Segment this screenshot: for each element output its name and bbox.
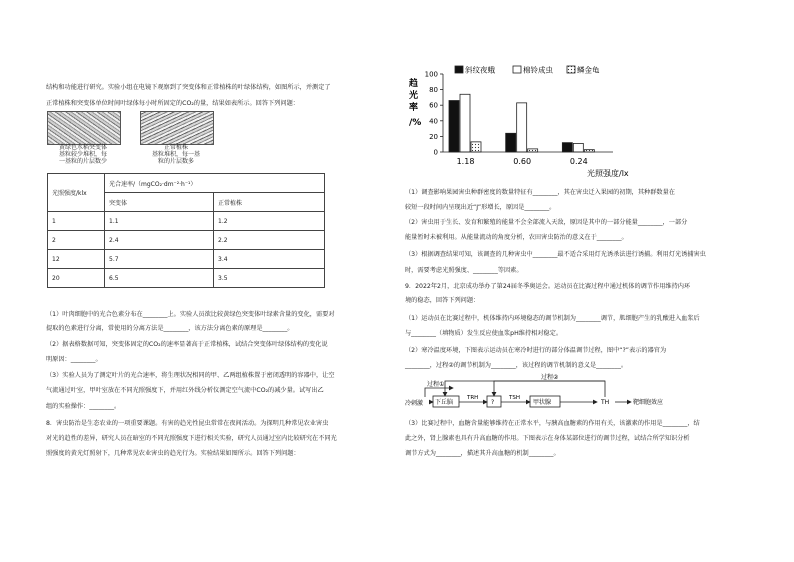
q8-line: （2）害虫用于生长、发育和繁殖的能量不会全部流入天敌，原因是其中的一部分能量________，一部分: [405, 219, 688, 226]
table-row: [48, 250, 325, 269]
y-tick-label: 40: [429, 117, 438, 126]
tsh-label: TSH: [509, 395, 520, 401]
q8-line: 能量暂时未被利用。从能量流动的角度分析，农田害虫防治的意义在于________。: [405, 234, 628, 241]
thermoregulation-flow-diagram: [405, 373, 725, 413]
q9-intro-line: 境的稳态，回答下列问题：: [405, 297, 480, 304]
q9-end-line: （3）比赛过程中，血糖含量能够维持在正常水平，与胰高血糖素的作用有关，该激素的作用是________，结: [405, 420, 700, 427]
q9-line: （2）寒冷温度环境，下图表示运动员在寒冷时进行的部分体温调节过程，图中“?”表示的器官为: [405, 347, 667, 354]
cell: 3.5: [214, 269, 325, 288]
q7-line: 组的实验操作：________。: [46, 403, 121, 410]
q9-end-line: 此之外，肾上腺素也具有升高血糖的作用。下图表示在身体某部位进行的调节过程，试结合所学知识分析: [405, 435, 690, 442]
y-axis-label-char: 率: [409, 103, 419, 113]
cell: 6.5: [105, 269, 214, 288]
q7-line: （1）叶肉细胞中的光合色素分布在________上。实验人员欲比较黄绿色突变体叶绿素含量的变化，需要对: [46, 311, 335, 318]
y-tick-label: 20: [429, 132, 438, 141]
cell: 3.4: [214, 250, 325, 269]
legend-label: 斜纹夜蛾: [465, 65, 495, 75]
mutant-caption: [47, 144, 119, 166]
bar: [573, 143, 583, 152]
table-row: [48, 212, 325, 231]
q7-line: 明原因：________。: [46, 356, 102, 363]
cell: 20: [48, 269, 105, 288]
q9-end-line: 调节方式为________，描述其升高血糖的机制________。: [405, 450, 560, 457]
cell: 12: [48, 250, 105, 269]
q8-intro-line: 照强度的黄光灯照射下，几种常见农业害虫的趋光行为。实验结果如图所示。回答下列问题：: [46, 450, 300, 457]
bar: [449, 101, 459, 152]
target-label: 靶细胞效应: [633, 399, 664, 406]
trh-label: TRH: [467, 395, 479, 401]
mutant-chloroplast-image: [47, 111, 121, 145]
normal-caption: [140, 144, 212, 166]
mutant-caption-line: 一基粒的片层数少: [58, 158, 107, 166]
q9-line: ________，过程②的调节机制为________，该过程的调节机制的意义是________。: [405, 362, 628, 369]
x-axis: [443, 152, 613, 166]
cell: 2: [48, 231, 105, 250]
cell: 5.7: [105, 250, 214, 269]
cell: 2.2: [214, 231, 325, 250]
phototaxis-bar-chart: [405, 62, 655, 180]
legend-label: 棉铃成虫: [523, 65, 553, 75]
x-axis-label: 光照强度/lx: [587, 169, 629, 178]
bar: [471, 142, 481, 152]
bar: [506, 133, 516, 152]
y-tick-label: 80: [429, 86, 438, 95]
unknown-label: ?: [491, 399, 495, 406]
bar: [562, 143, 572, 152]
cell: 1.2: [214, 212, 325, 231]
header-light: 光照强度/klx: [48, 174, 105, 212]
y-axis-label-char: 光: [409, 91, 419, 101]
cell: 1: [48, 212, 105, 231]
x-tick-label: 1.18: [456, 157, 475, 166]
intro-line-1: 结构和功能进行研究。实验小组在电镜下观察到了突变体和正常植株的叶绿体结构，如图所示，并测定了: [46, 84, 331, 91]
y-tick-label: 0: [433, 148, 438, 157]
normal-caption-line: 粒的片层数多: [157, 158, 194, 166]
q8-line: 时，需要考虑光照强度、________等因素。: [405, 267, 523, 274]
x-tick-label: 0.24: [569, 157, 588, 166]
process1-label: 过程①: [427, 381, 445, 388]
y-axis-label-char: /%: [409, 118, 422, 128]
chart-bars: [449, 94, 594, 152]
th-label: TH: [601, 399, 610, 406]
q7-line: （3）实验人员为了测定叶片的光合速率，将生理状况相同的甲、乙两组植株置于密闭透明的容器中，让空: [46, 372, 335, 379]
chart-legend: [455, 65, 600, 75]
normal-caption-line: 正常植株: [163, 144, 188, 151]
normal-caption-line: 基粒堆积，每一基: [151, 151, 200, 159]
cell: 2.4: [105, 231, 214, 250]
q8-intro-line: 对光的趋性的差异，研究人员在暗室的不同光照强度下进行相关实验，研究人员通过室内比较研究在不同光: [46, 435, 337, 442]
header-normal: 正常植株: [214, 193, 325, 212]
q8-line: （3）根据调查结果可知，该调查的几种害虫中________最不适合采用灯光诱杀法进行诱捕。利用灯光诱捕害虫: [405, 251, 706, 258]
q8-line: 较短一段时间内呈现出近“J”形增长，原因是________。: [405, 204, 556, 211]
bar: [460, 94, 470, 152]
q9-line: （1）运动员在比赛过程中，机体维持内环境稳态的调节机制为________调节，肌细胞产生的乳酸进入血浆后: [405, 315, 700, 322]
table-row: [48, 231, 325, 250]
q9-intro-line: 9．2022年2月，北京成功举办了第24届冬季奥运会。运动员在比赛过程中通过机体的调节作用维持内环: [405, 283, 691, 290]
thyroid-label: 甲状腺: [533, 399, 552, 406]
header-mutant: 突变体: [105, 193, 214, 212]
q8-line: （1）调查影响果园害虫种群密度的数量特征有________，其在害虫迁入果园的初期，其种群数量在: [405, 189, 675, 196]
table-row: [48, 269, 325, 288]
x-tick-label: 0.60: [513, 157, 532, 166]
legend-swatch: [567, 66, 575, 73]
legend-swatch: [455, 66, 463, 73]
intro-line-2: 正常植株和突变体单位时间叶绿体每小时所固定的CO₂的量，结果如表所示。回答下列问题：: [46, 100, 299, 107]
hypothalamus-label: 下丘脑: [435, 399, 454, 406]
q8-intro-line: 8．害虫防治是生态农业的一项重要课题。有害的趋光性昆虫常常在夜间活动。为探明几种常见农业害虫: [46, 420, 329, 427]
q7-line: （2）据表格数据可知，突变体固定的CO₂的速率显著高于正常植株，试结合突变体叶绿体结构的变化说: [46, 341, 328, 348]
header-rate: 光合速率/（mgCO₂·dm⁻²·h⁻¹）: [105, 174, 325, 193]
bar: [528, 149, 538, 152]
photosynthesis-table: [47, 173, 325, 288]
y-axis: [425, 71, 443, 157]
mutant-caption-line: 黄绿色水稻突变体: [58, 144, 107, 151]
legend-label: 鳞金龟: [577, 65, 600, 75]
q7-line: 气流通过叶室，甲叶室放在不同光照强度下，并用红外线分析仪测定空气流中CO₂的减少量。试写出乙: [46, 387, 324, 394]
q9-line: 与________（填物质）发生反应使血浆pH维持相对稳定。: [405, 330, 563, 337]
mutant-caption-line: 基粒较少堆积，每: [58, 151, 107, 159]
process2-label: 过程②: [541, 374, 559, 381]
legend-swatch: [513, 66, 521, 73]
y-tick-label: 60: [429, 101, 438, 110]
bar: [517, 103, 527, 152]
q7-line: 提取的色素进行分离，常使用的分离方法是________，该方法分离色素的原理是________。: [46, 325, 294, 332]
y-tick-label: 100: [424, 70, 438, 79]
normal-chloroplast-image: [140, 111, 214, 145]
y-axis-label-char: 趋: [409, 79, 419, 89]
cold-label: 冷刺激: [405, 400, 424, 407]
cell: 1.1: [105, 212, 214, 231]
